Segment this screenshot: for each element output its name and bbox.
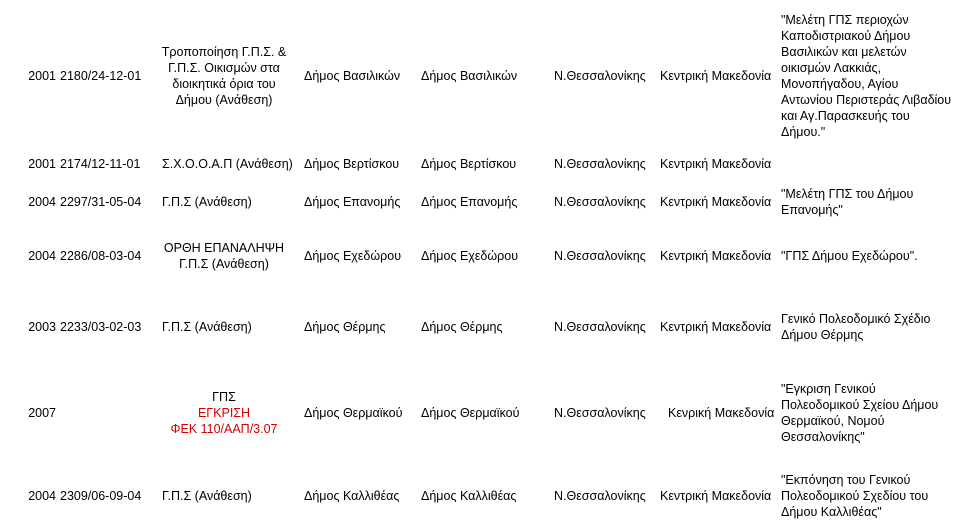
year-cell: 2003 — [28, 320, 56, 334]
municipality-cell-2: Δήμος Θερμαϊκού — [421, 406, 520, 420]
table-row — [0, 184, 960, 220]
description-line: Πολεοδομικού Σχείου Δήμου — [781, 398, 939, 412]
description-line: Γενικό Πολεοδομικό Σχέδιο — [781, 312, 931, 326]
municipality-cell: Δήμος Καλλιθέας — [304, 489, 400, 503]
decision-number-cell: 2180/24-12-01 — [60, 69, 142, 83]
decision-number-cell: 2174/12-11-01 — [60, 157, 141, 171]
plan-type-line: Δήμου (Ανάθεση) — [175, 93, 273, 107]
table-row — [0, 150, 960, 178]
description-line: Θερμαϊκού, Νομού — [781, 414, 885, 428]
description-line: "Εκπόνηση του Γενικού — [781, 473, 911, 487]
plan-type-line: ΓΠΣ — [212, 390, 236, 404]
table-row — [0, 380, 960, 446]
year-cell: 2001 — [28, 69, 56, 83]
year-cell: 2004 — [28, 249, 56, 263]
region-cell: Κεντρική Μακεδονία — [660, 157, 772, 171]
region-cell: Κεντρική Μακεδονία — [660, 489, 772, 503]
prefecture-cell: Ν.Θεσσαλονίκης — [554, 195, 646, 209]
description-line: "Μελέτη ΓΠΣ περιοχών — [781, 13, 909, 27]
decision-number-cell: 2286/08-03-04 — [60, 249, 142, 263]
description-line: Καποδιστριακού Δήμου — [781, 29, 911, 43]
year-cell: 2004 — [28, 489, 56, 503]
description-line: οικισμών Λακκιάς, — [781, 61, 882, 75]
plan-type-cell: Γ.Π.Σ (Ανάθεση) — [162, 195, 252, 209]
plan-type-line: Γ.Π.Σ. Οικισμών στα — [168, 61, 280, 75]
description-line: και Αγ.Παρασκευής του — [781, 109, 910, 123]
region-cell: Κεντρική Μακεδονία — [660, 320, 772, 334]
prefecture-cell: Ν.Θεσσαλονίκης — [554, 69, 646, 83]
gazette-reference-line: ΦΕΚ 110/ΑΑΠ/3.07 — [170, 422, 278, 436]
description-line: Μονοπήγαδου, Αγίου — [781, 77, 899, 91]
table-row — [0, 236, 960, 276]
prefecture-cell: Ν.Θεσσαλονίκης — [554, 157, 646, 171]
description-line: Δήμου Καλλιθέας" — [781, 505, 882, 519]
description-line: Πολεοδομικού Σχεδίου του — [781, 489, 929, 503]
plan-type-line: Τροποποίηση Γ.Π.Σ. & — [161, 45, 287, 59]
municipality-cell-2: Δήμος Επανομής — [421, 195, 518, 209]
municipality-cell: Δήμος Εχεδώρου — [304, 249, 402, 263]
decision-number-cell: 2233/03-02-03 — [60, 320, 142, 334]
description-line: "Μελέτη ΓΠΣ του Δήμου — [781, 187, 914, 201]
year-cell: 2004 — [28, 195, 56, 209]
approval-status-line: ΕΓΚΡΙΣΗ — [197, 406, 251, 420]
municipality-cell: Δήμος Θέρμης — [304, 320, 386, 334]
decision-number-cell: 2297/31-05-04 — [60, 195, 142, 209]
description-line: Δήμου." — [781, 125, 826, 139]
description-cell — [781, 380, 959, 446]
table-row — [0, 470, 960, 522]
plan-type-line: ΟΡΘΗ ΕΠΑΝΑΛΗΨΗ — [163, 241, 285, 255]
municipality-cell: Δήμος Βασιλικών — [304, 69, 401, 83]
region-cell: Κενρική Μακεδονία — [668, 406, 775, 420]
plan-type-line: Γ.Π.Σ (Ανάθεση) — [179, 257, 269, 271]
municipality-cell: Δήμος Βερτίσκου — [304, 157, 400, 171]
region-cell: Κεντρική Μακεδονία — [660, 195, 772, 209]
prefecture-cell: Ν.Θεσσαλονίκης — [554, 320, 646, 334]
description-cell — [781, 470, 959, 522]
description-cell — [781, 308, 959, 346]
description-line: Αντωνίου Περιστεράς Λιβαδίου — [781, 93, 952, 107]
prefecture-cell: Ν.Θεσσαλονίκης — [554, 249, 646, 263]
year-cell: 2007 — [28, 406, 56, 420]
plan-type-cell — [148, 380, 300, 446]
plan-type-cell — [148, 8, 300, 144]
description-cell — [781, 184, 959, 220]
plan-type-cell: Γ.Π.Σ (Ανάθεση) — [162, 489, 252, 503]
plan-type-cell: Σ.Χ.Ο.Ο.Α.Π (Ανάθεση) — [162, 157, 293, 171]
decision-number-cell — [60, 380, 158, 446]
municipality-cell-2: Δήμος Εχεδώρου — [421, 249, 519, 263]
description-cell — [781, 8, 959, 144]
municipality-cell-2: Δήμος Καλλιθέας — [421, 489, 517, 503]
description-line: Επανομής" — [781, 203, 843, 217]
description-line: Δήμου Θέρμης — [781, 328, 864, 342]
description-cell: "ΓΠΣ Δήμου Εχεδώρου". — [781, 249, 918, 263]
prefecture-cell: Ν.Θεσσαλονίκης — [554, 406, 646, 420]
region-cell: Κεντρική Μακεδονία — [660, 69, 772, 83]
municipality-cell-2: Δήμος Θέρμης — [421, 320, 503, 334]
municipality-cell: Δήμος Θερμαϊκού — [304, 406, 403, 420]
municipality-cell-2: Δήμος Βερτίσκου — [421, 157, 517, 171]
municipality-cell-2: Δήμος Βασιλικών — [421, 69, 518, 83]
description-line: Βασιλικών και μελετών — [781, 45, 907, 59]
year-cell: 2001 — [28, 157, 56, 171]
plan-type-line: διοικητικά όρια του — [172, 77, 276, 91]
plan-type-cell: Γ.Π.Σ (Ανάθεση) — [162, 320, 252, 334]
description-line: "Εγκριση Γενικού — [781, 382, 876, 396]
prefecture-cell: Ν.Θεσσαλονίκης — [554, 489, 646, 503]
description-line: Θεσσαλονίκης" — [781, 430, 865, 444]
table-row — [0, 308, 960, 346]
municipality-cell: Δήμος Επανομής — [304, 195, 401, 209]
table-row — [0, 8, 960, 144]
decision-number-cell: 2309/06-09-04 — [60, 489, 142, 503]
region-cell: Κεντρική Μακεδονία — [660, 249, 772, 263]
plan-type-cell — [148, 236, 300, 276]
